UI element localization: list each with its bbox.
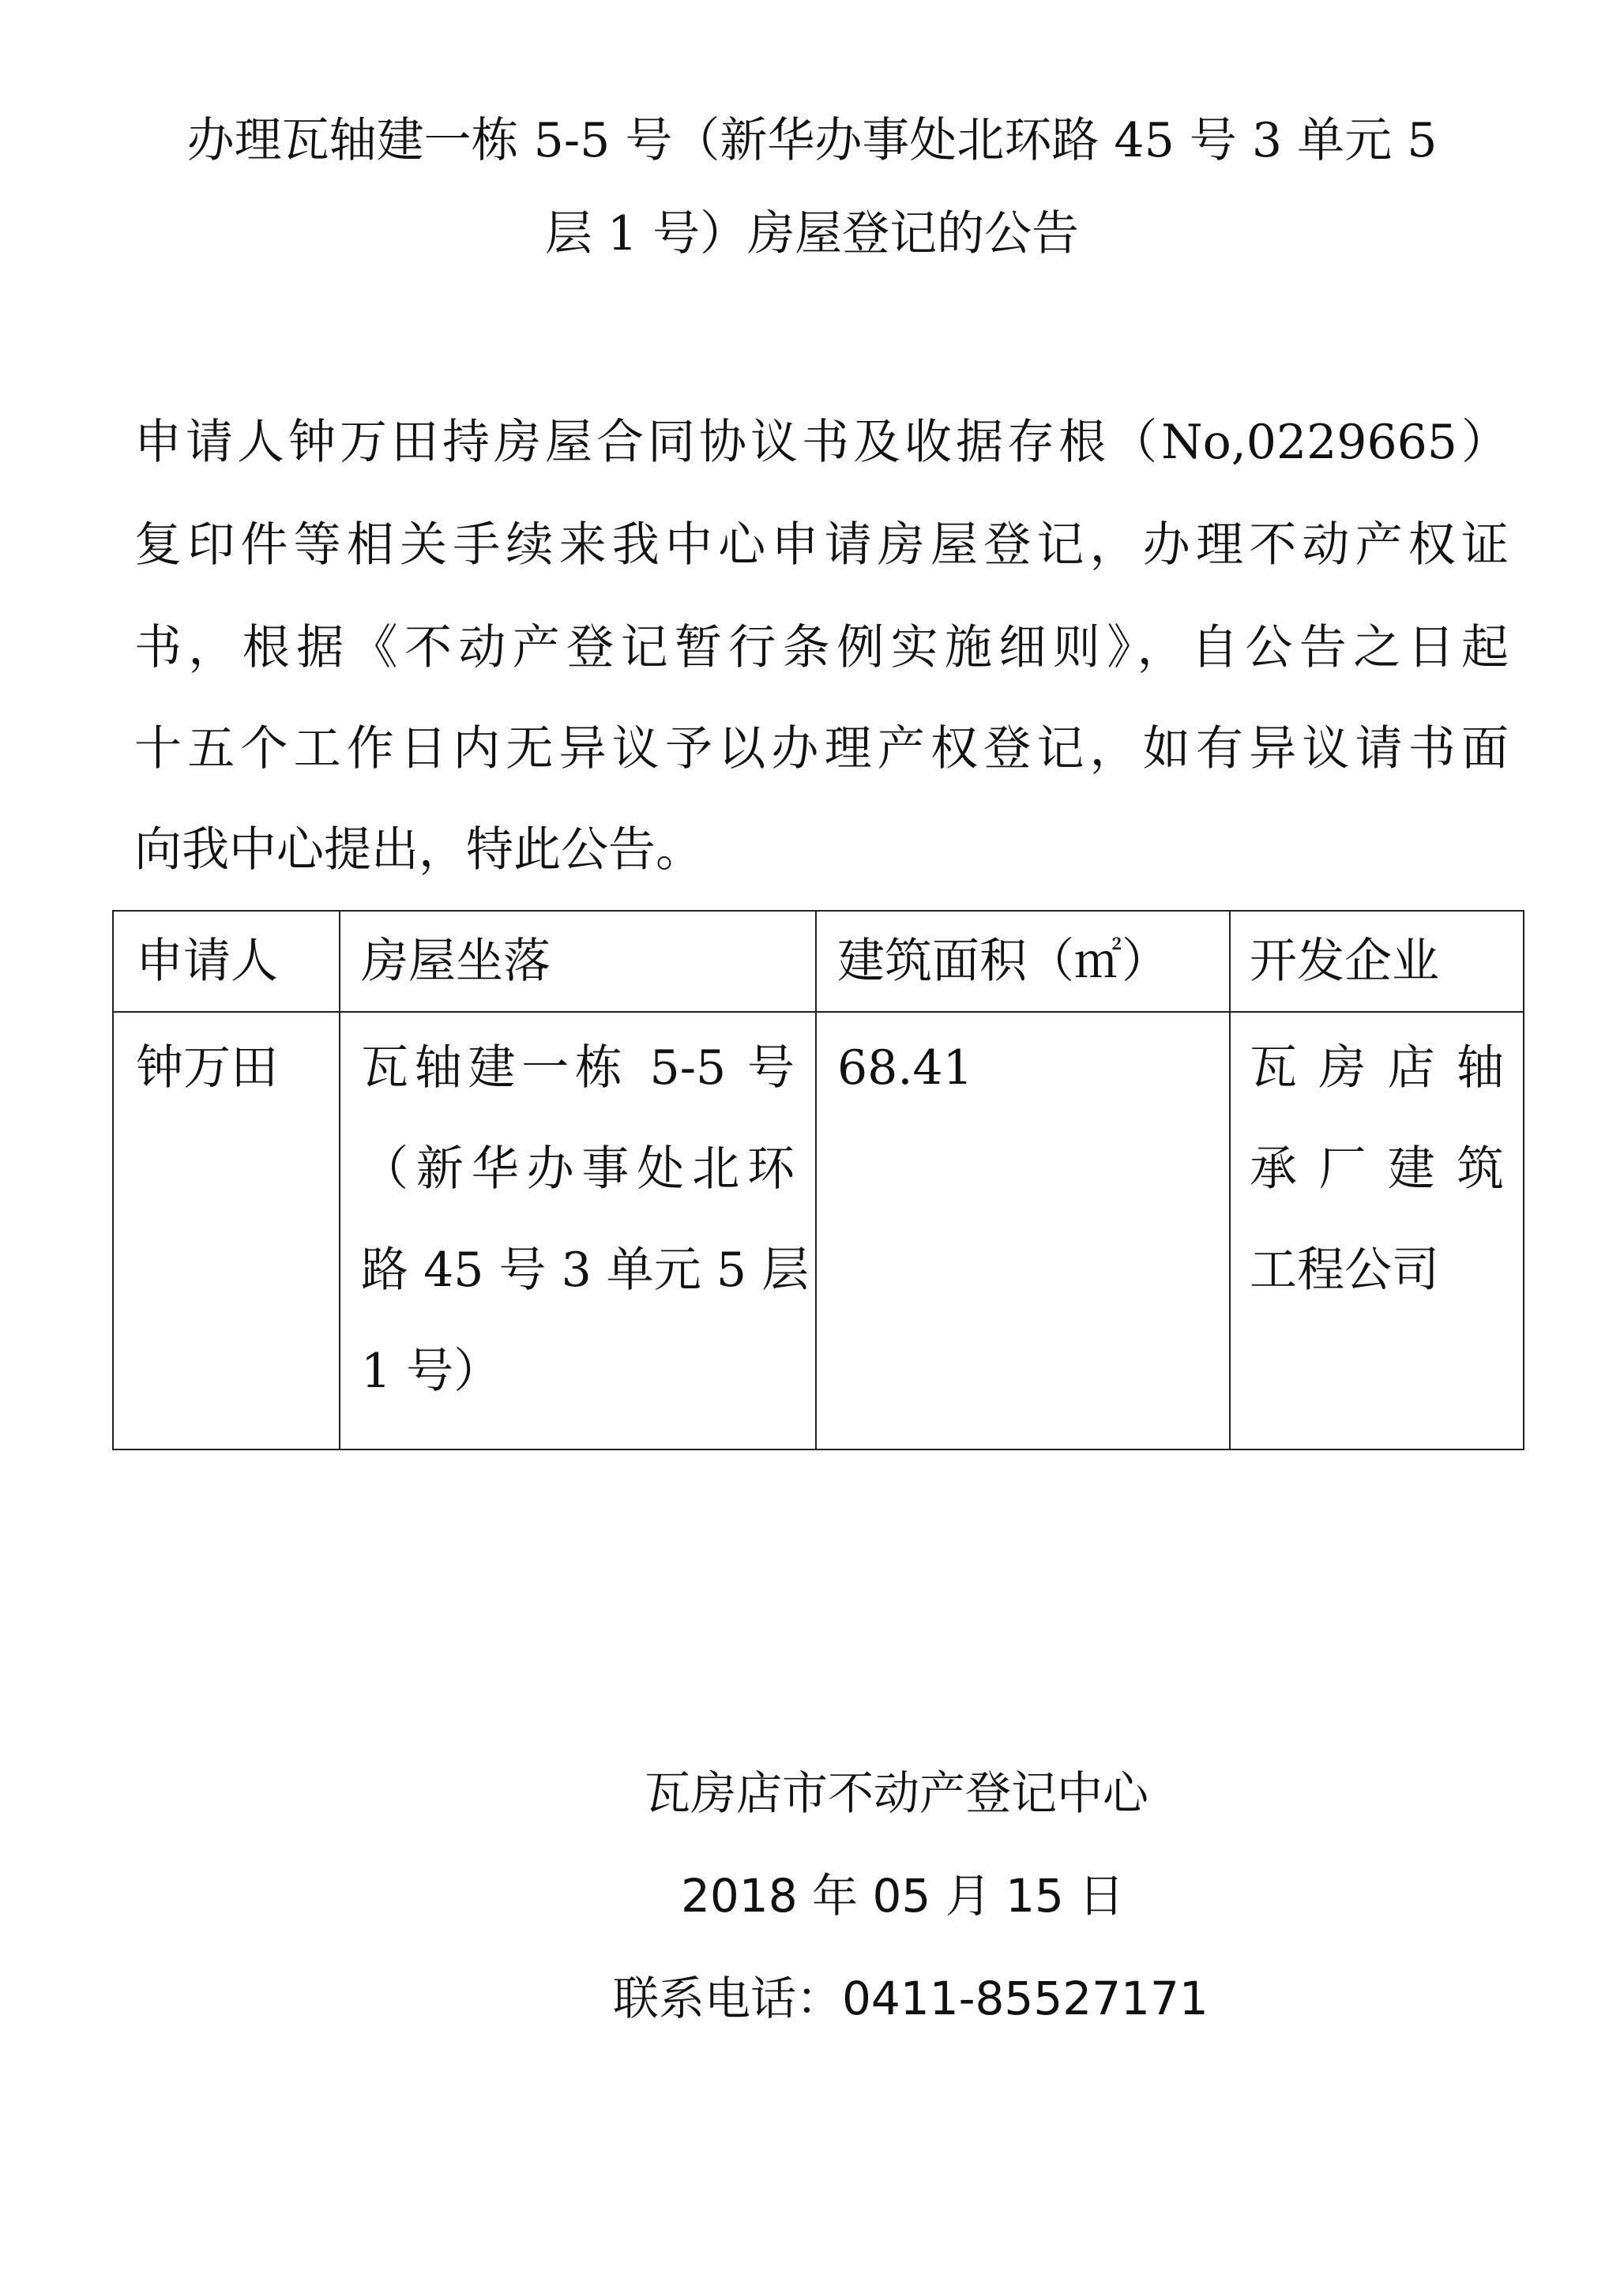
title-line-1: 办理瓦轴建一栋 5-5 号（新华办事处北环路 45 号 3 单元 5 [186,113,1438,168]
body-line: 十五个工作日内无异议予以办理产权登记，如有异议请书面 [134,721,1509,776]
applicant-name: 钟万田 [136,1040,278,1096]
developer-line: 瓦房店轴 [1250,1040,1504,1096]
body-line: 书，根据《不动产登记暂行条例实施细则》，自公告之日起 [134,620,1509,675]
header-cell-location [340,911,816,1012]
cell-developer [1230,1012,1524,1449]
header-cell-applicant [113,911,340,1012]
cell-location [340,1012,816,1449]
body-line: 复印件等相关手续来我中心申请房屋登记，办理不动产权证 [134,517,1509,573]
title-line-2: 层 1 号）房屋登记的公告 [544,206,1080,261]
header-cell-developer [1230,911,1524,1012]
registration-table [112,910,1524,1450]
issuing-organization: 瓦房店市不动产登记中心 [645,1766,1149,1820]
location-line: （新华办事处北环 [361,1141,795,1197]
developer-line: 承厂建筑 [1250,1141,1504,1197]
header-location-label: 房屋坐落 [361,934,551,989]
location-line: 1 号） [361,1344,502,1399]
header-developer-label: 开发企业 [1250,934,1439,989]
header-cell-area [816,911,1230,1012]
developer-line: 工程公司 [1250,1243,1439,1298]
table-row [113,1012,1524,1449]
header-area-label: 建筑面积（㎡） [837,934,1169,989]
cell-applicant [113,1012,340,1449]
body-line: 向我中心提出，特此公告。 [134,822,703,878]
body-line: 申请人钟万田持房屋合同协议书及收据存根（No,0229665） [134,415,1509,470]
cell-area [816,1012,1230,1449]
developer-text [1231,1013,1523,1298]
area-value: 68.41 [837,1040,973,1096]
issue-date: 2018 年 05 月 15 日 [681,1869,1125,1923]
location-line: 路 45 号 3 单元 5 层 [361,1243,810,1298]
location-line: 瓦轴建一栋 5-5 号 [361,1040,795,1096]
header-applicant-label: 申请人 [136,934,278,989]
contact-phone: 联系电话：0411-85527171 [613,1972,1209,2025]
table-header-row [113,911,1524,1012]
location-text [340,1013,815,1399]
